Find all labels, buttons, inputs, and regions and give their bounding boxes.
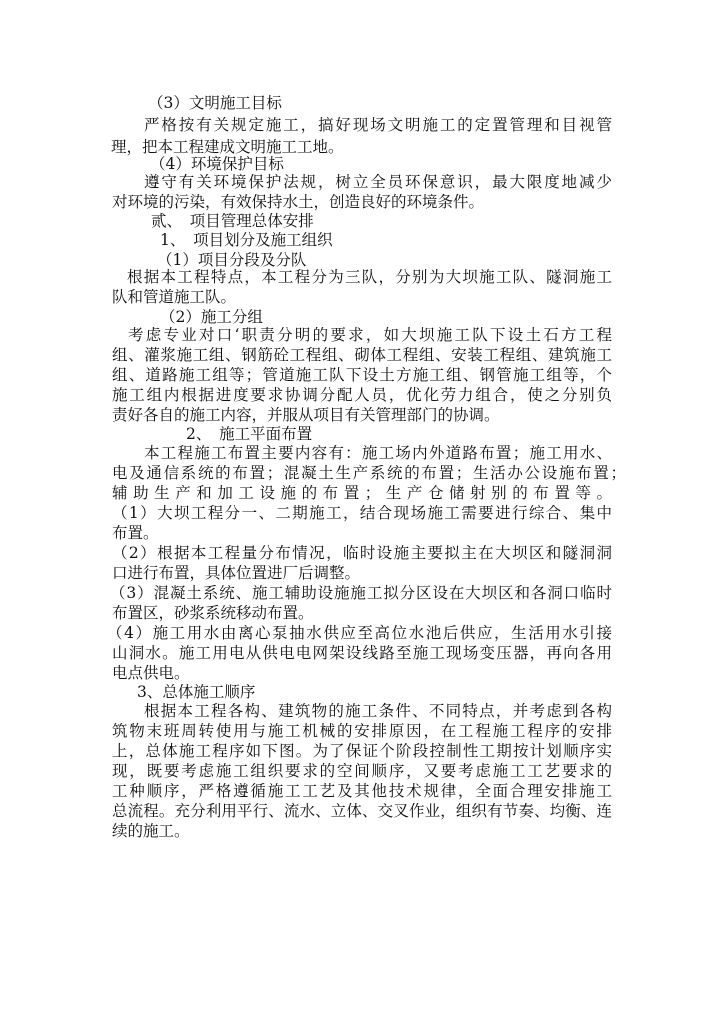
- paragraph-line: 考虑专业对口‘职责分明的要求，如大坝施工队下设土石方工程: [128, 326, 612, 344]
- paragraph-line: 对环境的污染，有效保持水土，创造良好的环境条件。: [112, 193, 485, 211]
- paragraph-line: （3）混凝土系统、施工辅助设施施工拟分区设在大坝区和各洞口临时: [110, 584, 612, 602]
- section-heading-project-management: 贰、 项目管理总体安排: [151, 212, 314, 230]
- paragraph-line: 组、道路施工组等；管道施工队下设土方施工组、钢管施工组等，个: [112, 366, 612, 384]
- paragraph-line: 工种顺序，严格遵循施工工艺及其他技术规律，全面合理安排施工: [112, 782, 612, 800]
- paragraph-line: 现，既要考虑施工组织要求的空间顺序，又要考虑施工工艺要求的: [112, 762, 612, 780]
- paragraph-line: 口进行布置，具体位置进厂后调整。: [112, 564, 361, 582]
- heading-construction-groups: （2）施工分组: [160, 308, 263, 326]
- paragraph-line: 遵守有关环境保护法规，树立全员环保意识，最大限度地减少: [144, 173, 612, 191]
- subsection-heading-construction-sequence: 3、总体施工顺序: [137, 683, 256, 701]
- paragraph-line: 本工程施工布置主要内容有：施工场内外道路布置；施工用水、: [144, 444, 612, 462]
- paragraph-line: 责好各自的施工内容，并服从项目有关管理部门的协调。: [112, 406, 500, 424]
- paragraph-line: 筑物末班周转使用与施工机械的安排原因，在工程施工程序的安排: [112, 722, 612, 740]
- paragraph-line: 山洞水。施工用电从供电电网架设线路至施工现场变压器，再向各用: [112, 644, 612, 662]
- paragraph-line: 续的施工。: [112, 822, 190, 840]
- paragraph-line: （1）大坝工程分一、二期施工，结合现场施工需要进行综合、集中: [112, 504, 612, 522]
- paragraph-line: 布置。: [112, 524, 159, 542]
- subsection-heading-division: 1、 项目划分及施工组织: [160, 231, 333, 249]
- paragraph-line: 组、灌浆施工组、钢筋砼工程组、砌体工程组、安装工程组、建筑施工: [112, 346, 612, 364]
- paragraph-line: （4）施工用水由离心泵抽水供应至高位水池后供应，生活用水引接: [107, 624, 612, 642]
- paragraph-line: 理，把本工程建成文明施工工地。: [111, 138, 344, 156]
- subsection-heading-site-layout: 2、 施工平面布置: [186, 425, 313, 443]
- paragraph-line: 总流程。充分利用平行、流水、立体、交叉作业，组织有节奏、均衡、连: [112, 802, 612, 820]
- paragraph-line: 辅助生产和加工设施的布置；生产仓储射别的布置等。: [112, 484, 612, 502]
- paragraph-line: 根据本工程各构、建筑物的施工条件、不同特点，并考虑到各构: [144, 702, 612, 720]
- paragraph-line: 队和管道施工队。: [112, 288, 237, 306]
- heading-segments-and-teams: （1）项目分段及分队: [157, 251, 307, 269]
- paragraph-line: 布置区，砂浆系统移动布置。: [112, 604, 314, 622]
- paragraph-line: （2）根据本工程量分布情况，临时设施主要拟主在大坝区和隧洞洞: [112, 544, 612, 562]
- paragraph-line: 上，总体施工程序如下图。为了保证个阶段控制性工期按计划顺序实: [112, 742, 612, 760]
- paragraph-line: 电点供电。: [112, 664, 190, 682]
- paragraph-line: 电及通信系统的布置；混凝土生产系统的布置；生活办公设施布置；: [112, 464, 626, 482]
- paragraph-line: 严格按有关规定施工，搞好现场文明施工的定置管理和目视管: [144, 116, 612, 134]
- heading-environment-goal: （4）环境保护目标: [150, 155, 284, 173]
- heading-civilized-construction-goal: （3）文明施工目标: [148, 94, 282, 112]
- paragraph-line: 根据本工程特点，本工程分为三队，分别为大坝施工队、隧洞施工: [127, 268, 612, 286]
- paragraph-line: 施工组内根据进度要求协调分配人员，优化劳力组合，使之分别负: [112, 386, 612, 404]
